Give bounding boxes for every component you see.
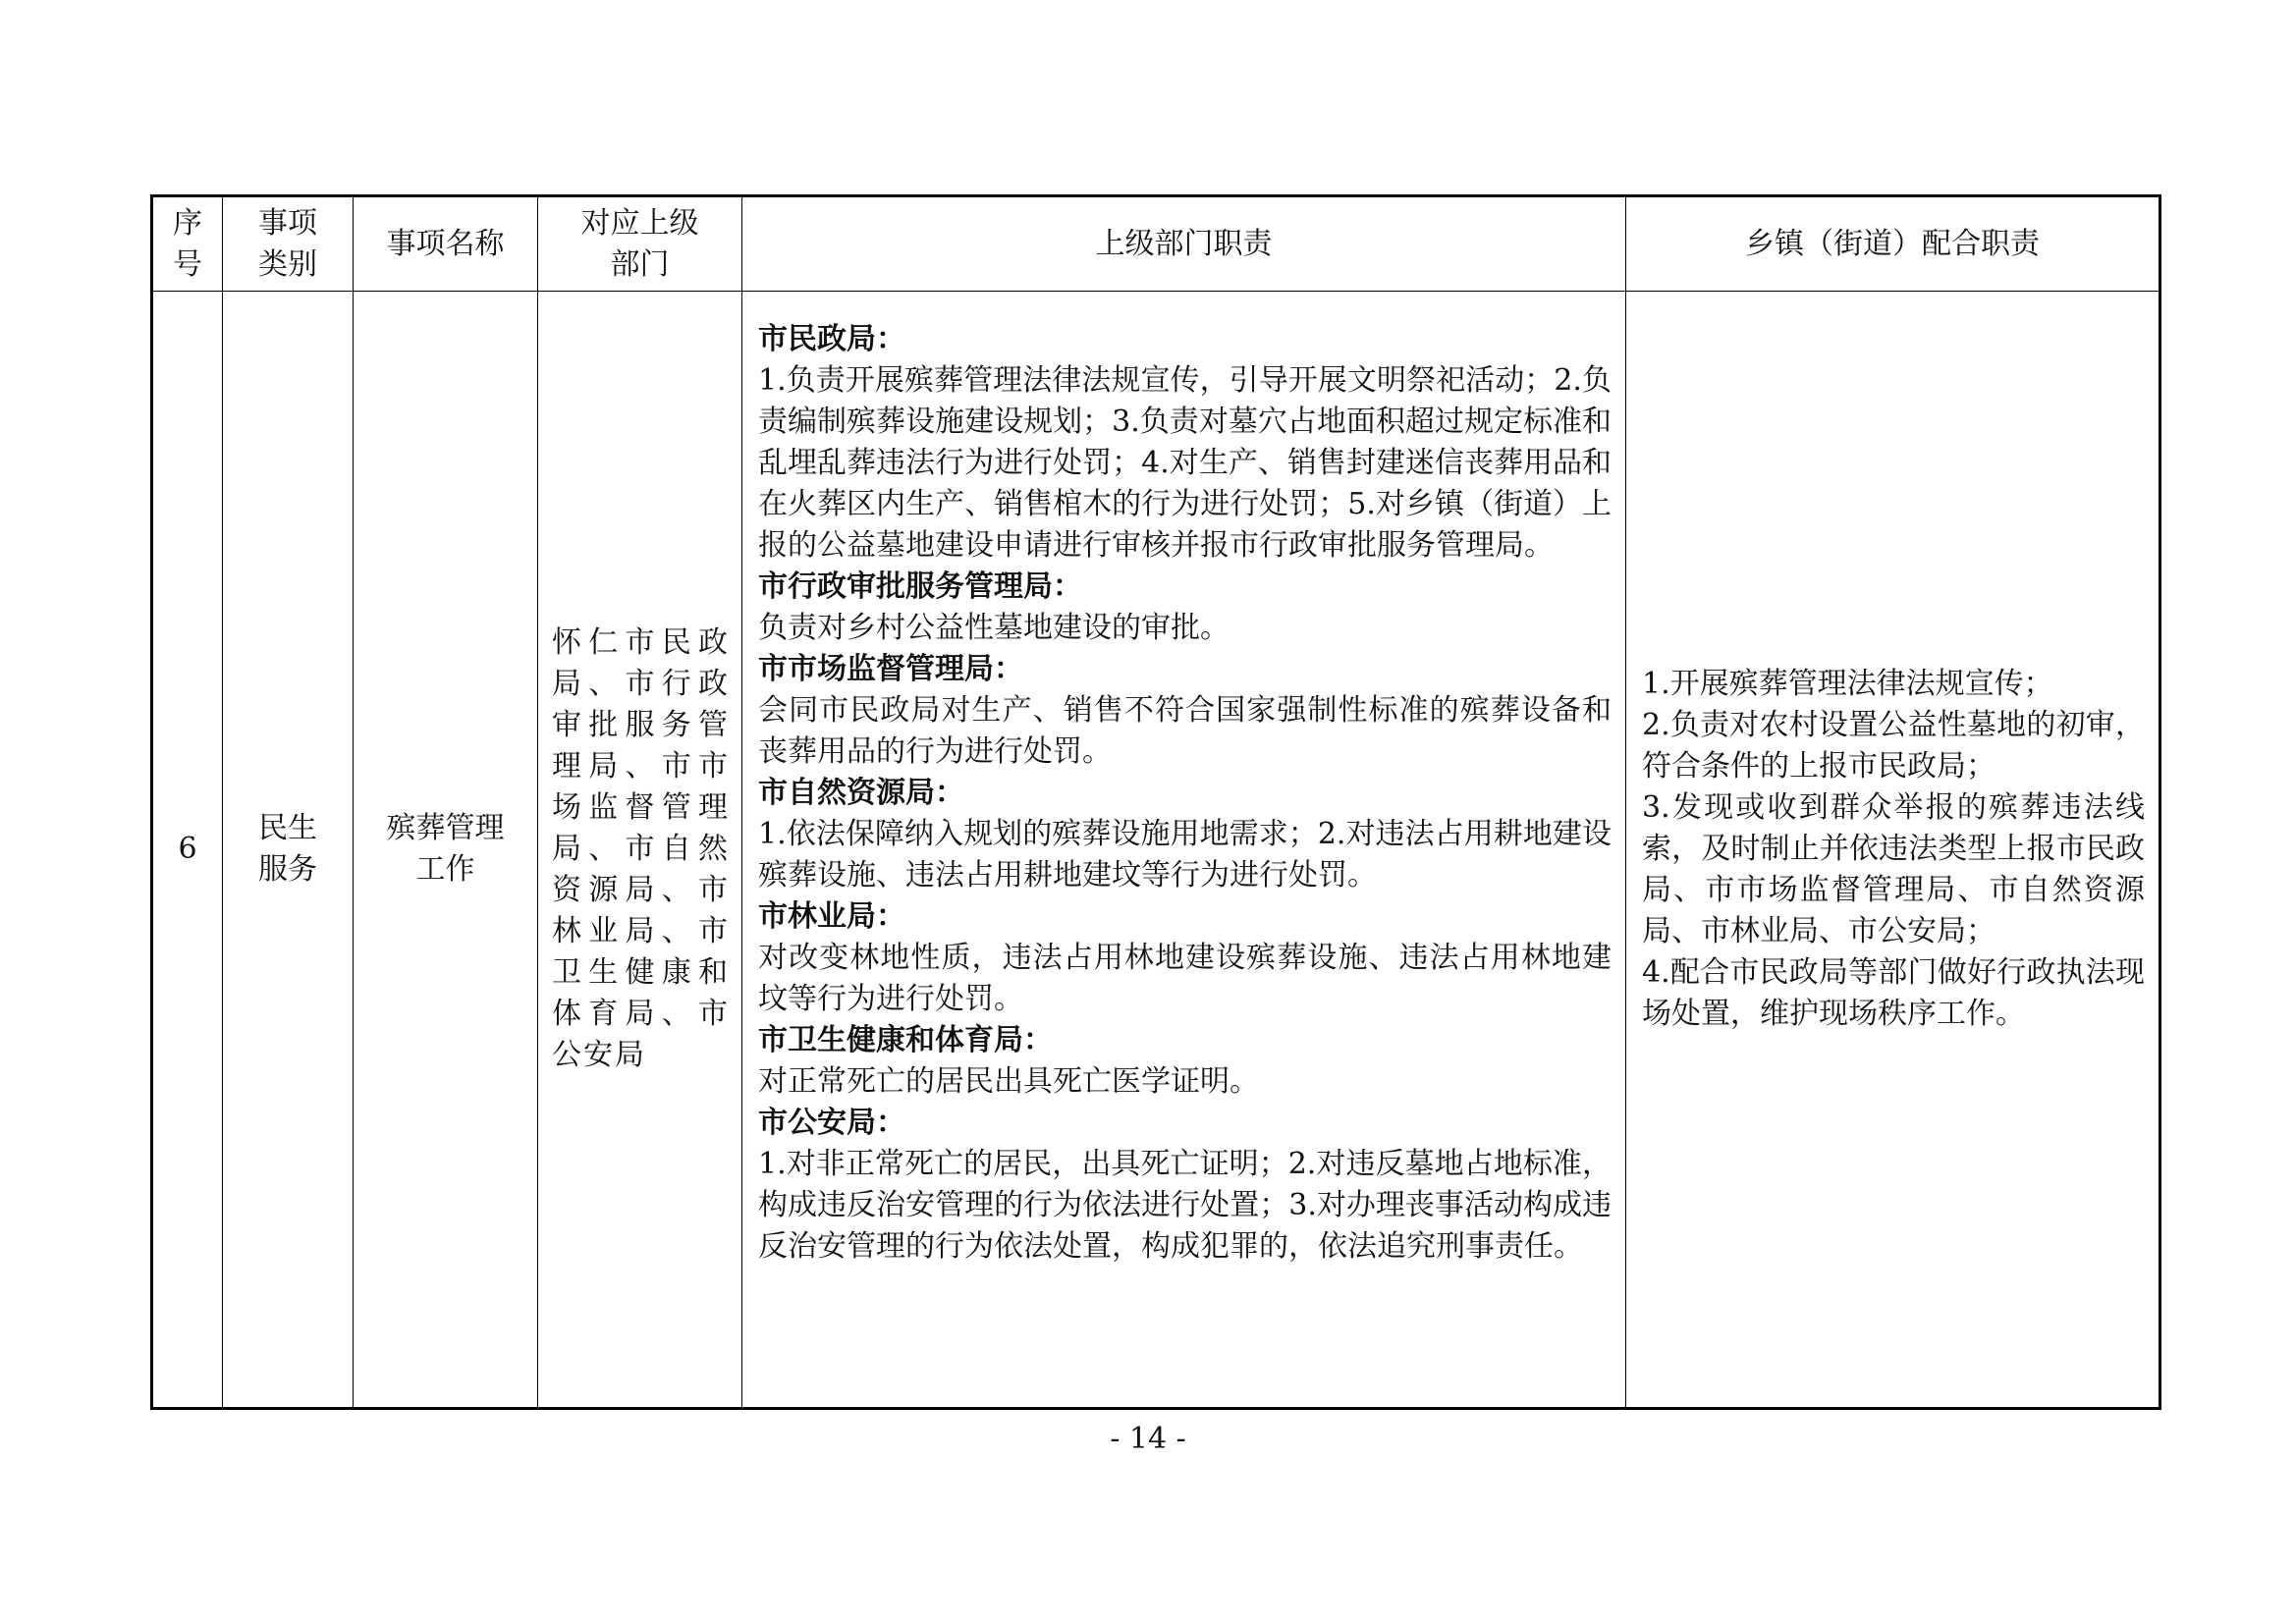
duty-title: 市林业局： (758, 899, 905, 934)
duty-text: 对改变林地性质，违法占用林地建设殡葬设施、违法占用林地建坟等行为进行处罚。 (758, 941, 1612, 1016)
cell-category: 民生服务 (223, 292, 354, 1409)
duty-table (150, 194, 2161, 1410)
cell-name: 殡葬管理工作 (354, 292, 538, 1409)
duty-text: 1.对非正常死亡的居民，出具死亡证明；2.对违反墓地占地标准，构成违反治安管理的行为依法进行处置；3.对办理丧事活动构成违反治安管理的行为依法处置，构成犯罪的，依法追究刑事责任。 (758, 1147, 1612, 1264)
cooperation-item: 4.配合市民政局等部门做好行政执法现场处置，维护现场秩序工作。 (1642, 955, 2145, 1031)
duty-title: 市市场监督管理局： (758, 652, 1023, 686)
cooperation-item: 3.发现或收到群众举报的殡葬违法线索，及时制止并依违法类型上报市民政局、市市场监督管理局、市自然资源局、市林业局、市公安局； (1642, 790, 2145, 948)
header-duties: 上级部门职责 (742, 196, 1626, 292)
table-row (152, 292, 2160, 1409)
duty-title: 市公安局： (758, 1106, 905, 1140)
cooperation-item: 2.负责对农村设置公益性墓地的初审，符合条件的上报市民政局； (1642, 708, 2145, 784)
duty-title: 市民政局： (758, 322, 905, 356)
cell-cooperation (1626, 292, 2160, 1409)
duty-title: 市自然资源局： (758, 776, 964, 810)
cell-upper-dept: 怀仁市民政局、市行政审批服务管理局、市市场监督管理局、市自然资源局、市林业局、市卫生健康和体育局、市公安局 (538, 292, 742, 1409)
header-cooperation: 乡镇（街道）配合职责 (1626, 196, 2160, 292)
duty-text: 负责对乡村公益性墓地建设的审批。 (758, 611, 1230, 645)
cell-seq: 6 (152, 292, 223, 1409)
table-header-row (152, 196, 2160, 292)
duty-text: 1.依法保障纳入规划的殡葬设施用地需求；2.对违法占用耕地建设殡葬设施、违法占用耕地建坟等行为进行处罚。 (758, 817, 1612, 893)
cell-duties (742, 292, 1626, 1409)
header-seq: 序号 (152, 196, 223, 292)
header-upper-dept: 对应上级部门 (538, 196, 742, 292)
header-name: 事项名称 (354, 196, 538, 292)
cooperation-item: 1.开展殡葬管理法律法规宣传； (1642, 667, 2053, 701)
duty-text: 1.负责开展殡葬管理法律法规宣传，引导开展文明祭祀活动；2.负责编制殡葬设施建设规划；3.负责对墓穴占地面积超过规定标准和乱埋乱葬违法行为进行处罚；4.对生产、销售封建迷信丧葬用品和在火葬区内生产、销售棺木的行为进行处罚；5.对乡镇（街道）上报的公益墓地建设申请进行审核并报市行政审批服务管理局。 (758, 363, 1612, 563)
header-category: 事项类别 (223, 196, 354, 292)
duty-title: 市卫生健康和体育局： (758, 1023, 1053, 1057)
page-number: - 14 - (1110, 1422, 1186, 1456)
duty-text: 对正常死亡的居民出具死亡医学证明。 (758, 1064, 1259, 1099)
duty-title: 市行政审批服务管理局： (758, 569, 1082, 604)
duty-text: 会同市民政局对生产、销售不符合国家强制性标准的殡葬设备和丧葬用品的行为进行处罚。 (758, 693, 1612, 769)
